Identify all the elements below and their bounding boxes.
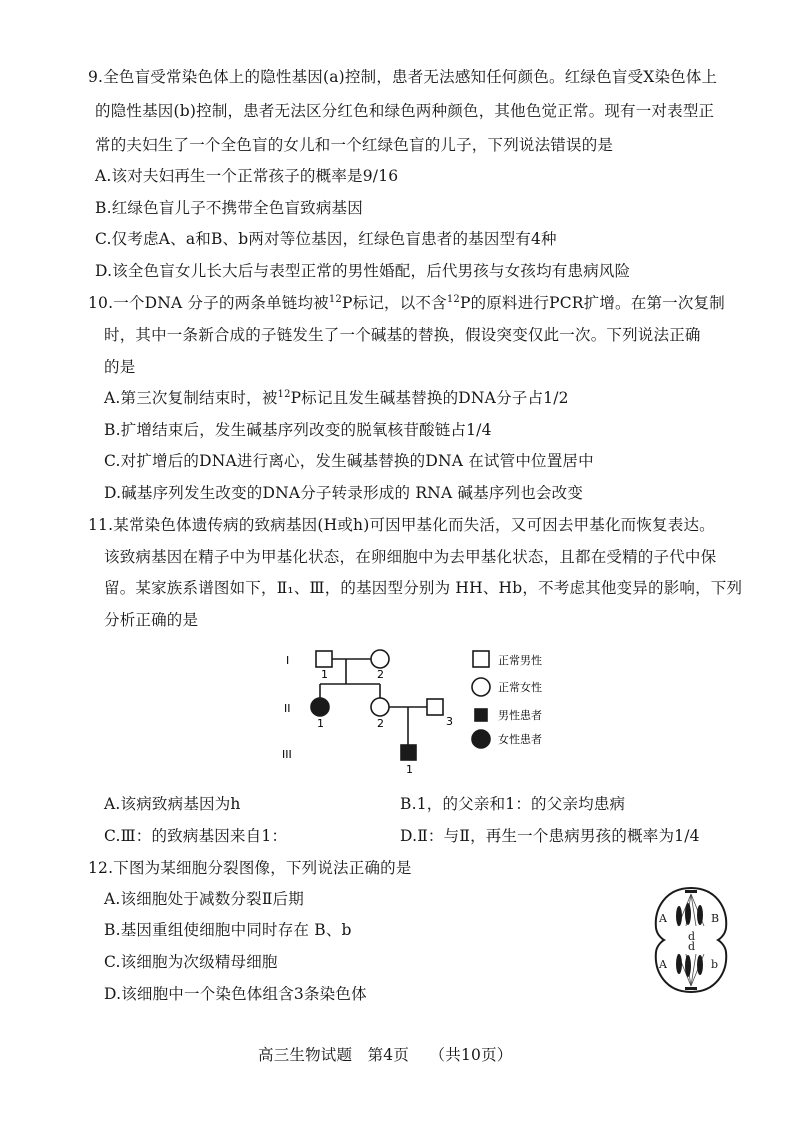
id-I1: 1 — [321, 668, 328, 681]
q11-stem-line-4: 分析正确的是 — [104, 611, 199, 629]
q12-option-b: B.基因重组使细胞中同时存在 B、b — [104, 921, 352, 939]
q10-option-d: D.碱基序列发生改变的DNA分子转录形成的 RNA 碱基序列也会改变 — [104, 484, 584, 502]
q11-stem-line-1: 11.某常染色体遗传病的致病基因(H或h)可因甲基化而失活，又可因去甲基化而恢复表达。 — [88, 516, 715, 534]
q11-option-d: D.Ⅱ：与Ⅱ，再生一个患病男孩的概率为1/4 — [400, 827, 700, 845]
id-II1: 1 — [317, 717, 324, 730]
q11-stem-line-2: 该致病基因在精子中为甲基化状态，在卵细胞中为去甲基化状态，且都在受精的子代中保 — [104, 548, 717, 566]
q11-option-b: B.1，的父亲和1：的父亲均患病 — [400, 795, 626, 813]
chromosome — [676, 906, 682, 926]
superscript-12: 12 — [277, 389, 291, 400]
pedigree-chart — [270, 640, 570, 780]
pedigree-II2-normal-female — [371, 698, 389, 716]
cell-label-A-top: A — [659, 912, 667, 925]
legend-normal-female-symbol — [472, 678, 490, 696]
q9-option-a: A.该对夫妇再生一个正常孩子的概率是9/16 — [95, 167, 399, 185]
legend-normal-male-symbol — [473, 651, 489, 667]
legend-affected-female: 女性患者 — [498, 733, 542, 746]
q11-option-a: A.该病致病基因为h — [104, 795, 241, 813]
q10-stem-line-3: 的是 — [104, 358, 136, 376]
legend-affected-male: 男性患者 — [498, 709, 542, 722]
chromosome — [676, 954, 682, 974]
legend-affected-male-symbol — [475, 709, 487, 721]
id-II3: 3 — [446, 715, 453, 728]
q10-stem-line-2: 时，其中一条新合成的子链发生了一个碱基的替换，假设突变仅此一次。下列说法正确 — [104, 326, 701, 344]
legend-affected-female-symbol — [472, 730, 490, 748]
id-II2: 2 — [377, 717, 384, 730]
pedigree-II1-affected-female — [311, 698, 329, 716]
pedigree-I2-normal-female — [371, 650, 389, 668]
id-III1: 1 — [406, 763, 413, 776]
gen-label-II: II — [284, 702, 291, 715]
chromosome — [697, 905, 703, 925]
chromosome — [697, 955, 703, 975]
pedigree-III1-affected-male — [401, 745, 416, 760]
q12-option-a: A.该细胞处于减数分裂Ⅱ后期 — [104, 890, 304, 908]
cell-division-figure — [648, 882, 734, 998]
page-footer: 高三生物试题 第4页 （共10页） — [258, 1046, 513, 1064]
superscript-12: 12 — [328, 294, 342, 305]
cell-label-b-bottom: b — [711, 958, 719, 971]
q9-stem-line-3: 常的夫妇生了一个全色盲的女儿和一个红绿色盲的儿子，下列说法错误的是 — [95, 136, 614, 154]
q10-option-c: C.对扩增后的DNA进行离心，发生碱基替换的DNA 在试管中位置居中 — [104, 452, 594, 470]
q9-option-c: C.仅考虑A、a和B、b两对等位基因，红绿色盲患者的基因型有4种 — [95, 230, 557, 248]
q10-option-b: B.扩增结束后，发生碱基序列改变的脱氧核苷酸链占1/4 — [104, 421, 492, 439]
chromosome — [685, 903, 691, 925]
q10-option-a-part-2: P标记且发生碱基替换的DNA分子占1/2 — [290, 389, 569, 407]
q10-stem-part-2: P标记，以不含 — [342, 294, 447, 312]
q12-stem: 12.下图为某细胞分裂图像，下列说法正确的是 — [88, 859, 412, 877]
legend-normal-female: 正常女性 — [498, 681, 542, 694]
cell-label-B-top: B — [711, 912, 720, 925]
gen-label-III: III — [282, 748, 292, 761]
q10-stem-line-1 — [88, 293, 725, 313]
superscript-12: 12 — [446, 294, 460, 305]
legend-normal-male: 正常男性 — [498, 654, 542, 667]
q9-option-b: B.红绿色盲儿子不携带全色盲致病基因 — [95, 199, 363, 217]
q11-option-c: C.Ⅲ：的致病基因来自1： — [104, 827, 288, 845]
q10-stem-part-1: 10.一个DNA 分子的两条单链均被 — [88, 294, 329, 312]
q9-stem-line-1: 9.全色盲受常染色体上的隐性基因(a)控制，患者无法感知任何颜色。红绿色盲受X染色体上 — [88, 68, 718, 86]
q10-option-a — [104, 388, 569, 408]
q9-option-d: D.该全色盲女儿长大后与表型正常的男性婚配，后代男孩与女孩均有患病风险 — [95, 262, 631, 280]
q10-stem-part-3: P的原料进行PCR扩增。在第一次复制 — [459, 294, 725, 312]
cell-label-A-bottom: A — [659, 958, 667, 971]
chromosome — [685, 955, 691, 977]
gen-label-I: I — [286, 654, 290, 667]
q12-option-c: C.该细胞为次级精母细胞 — [104, 953, 278, 971]
q11-stem-line-3: 留。某家族系谱图如下，Ⅱ₁、Ⅲ，的基因型分别为 HH、Hb，不考虑其他变异的影响，下列 — [104, 579, 743, 597]
cell-label-d-1: d — [688, 930, 696, 943]
cell-label-d-2: d — [688, 940, 696, 953]
id-I2: 2 — [377, 668, 384, 681]
q12-option-d: D.该细胞中一个染色体组含3条染色体 — [104, 985, 367, 1003]
pedigree-II3-normal-male — [427, 699, 443, 715]
pedigree-I1-normal-male — [316, 651, 332, 667]
q10-option-a-part-1: A.第三次复制结束时，被 — [104, 389, 278, 407]
q9-stem-line-2: 的隐性基因(b)控制，患者无法区分红色和绿色两种颜色，其他色觉正常。现有一对表型正 — [95, 102, 715, 120]
